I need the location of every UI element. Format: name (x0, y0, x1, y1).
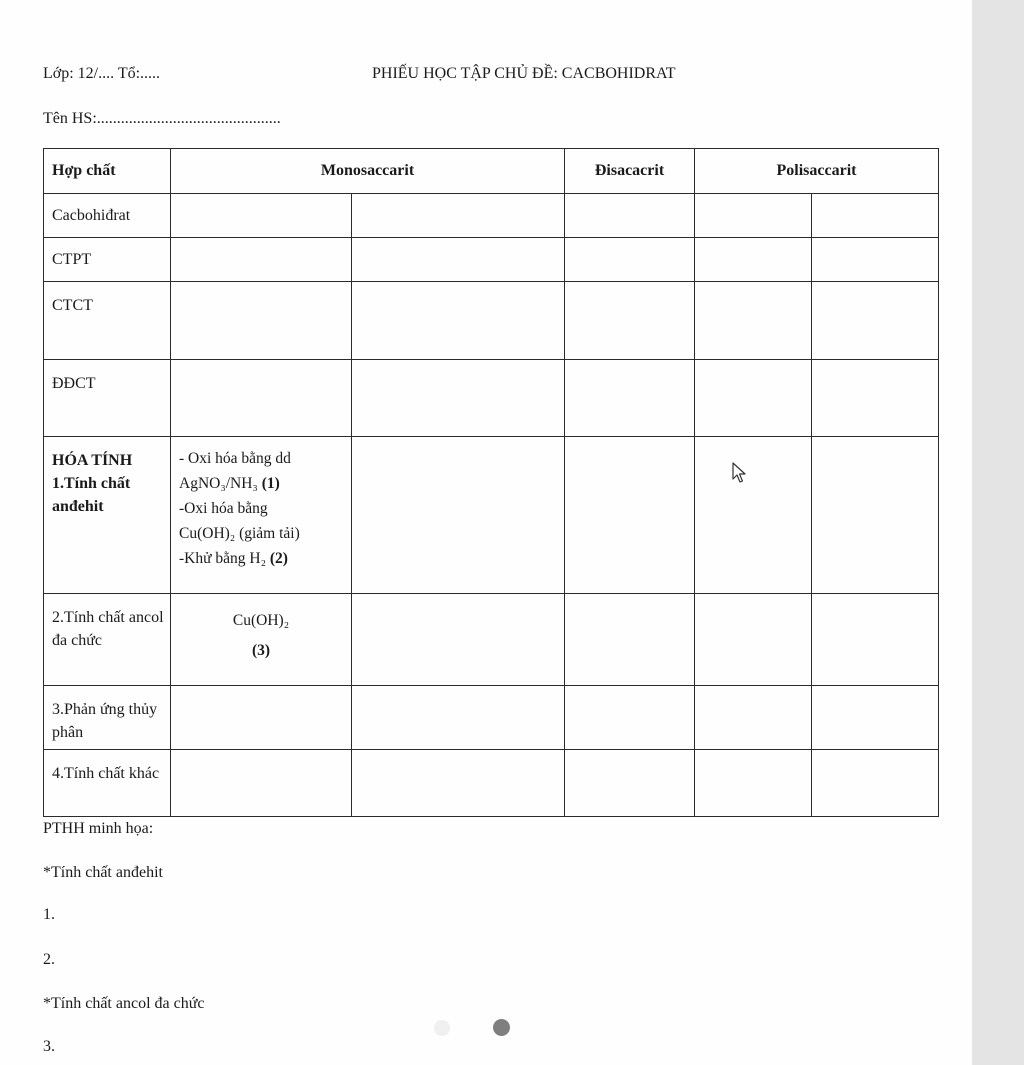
row-label-ddct: ĐĐCT (44, 360, 171, 437)
table-cell[interactable] (812, 360, 939, 437)
table-cell[interactable] (171, 194, 352, 238)
header-row (44, 149, 939, 194)
viewer-background (972, 0, 1024, 1065)
reaction-marker: (2) (269, 550, 288, 567)
table-cell[interactable] (695, 360, 812, 437)
table-cell[interactable] (812, 686, 939, 750)
row-label-other: 4.Tính chất khác (44, 750, 171, 817)
section-ancol: *Tính chất ancol đa chức (43, 995, 205, 1012)
item-1: 1. (43, 906, 55, 923)
table-cell[interactable] (812, 437, 939, 594)
table-cell[interactable] (565, 686, 695, 750)
table-row (44, 750, 939, 817)
table-cell[interactable] (352, 686, 565, 750)
table-cell[interactable] (352, 594, 565, 686)
table-cell[interactable] (171, 282, 352, 360)
table-cell[interactable] (695, 750, 812, 817)
table-cell[interactable] (812, 238, 939, 282)
worksheet-title: PHIẾU HỌC TẬP CHỦ ĐỀ: CACBOHIDRAT (372, 65, 676, 82)
table-cell[interactable] (695, 282, 812, 360)
aldehyde-property-label: 1.Tính chất anđehit (52, 475, 131, 515)
table-cell[interactable] (695, 437, 812, 594)
table-cell[interactable] (565, 360, 695, 437)
table-cell[interactable] (565, 750, 695, 817)
carbohydrate-table (43, 148, 939, 817)
table-cell[interactable] (565, 238, 695, 282)
row-label-hydrolysis: 3.Phản ứng thủy phân (44, 686, 171, 750)
table-row (44, 437, 939, 594)
class-line: Lớp: 12/.... Tổ:..... (43, 65, 161, 82)
reaction-line: -Oxi hóa bằng (179, 500, 268, 517)
item-2: 2. (43, 951, 55, 968)
table-row (44, 360, 939, 437)
reaction-marker: (1) (261, 475, 280, 492)
row-label-cacbohidrat: Cacbohiđrat (44, 194, 171, 238)
reaction-line: -Khử bằng H₂ (179, 550, 266, 567)
table-cell[interactable] (352, 750, 565, 817)
reaction-line: Cu(OH)₂ (giảm tải) (179, 525, 300, 542)
table-cell[interactable] (171, 750, 352, 817)
table-cell[interactable] (812, 282, 939, 360)
table-cell[interactable] (695, 686, 812, 750)
table-cell[interactable] (171, 360, 352, 437)
header-disaccarit: Đisacacrit (565, 149, 695, 194)
hoa-tinh-title: HÓA TÍNH (52, 452, 133, 469)
table-cell[interactable] (352, 238, 565, 282)
table-cell[interactable] (352, 194, 565, 238)
table-row (44, 594, 939, 686)
table-row (44, 282, 939, 360)
table-cell[interactable] (812, 594, 939, 686)
table-cell[interactable] (352, 360, 565, 437)
header-monosaccarit: Monosaccarit (171, 149, 565, 194)
row-label-ctpt: CTPT (44, 238, 171, 282)
table-cell[interactable] (171, 238, 352, 282)
ancol-reaction-cell (171, 594, 352, 686)
reaction-line: - Oxi hóa bằng dd (179, 450, 291, 467)
table-cell[interactable] (352, 282, 565, 360)
ancol-marker: (3) (251, 642, 271, 659)
table-row (44, 194, 939, 238)
table-cell[interactable] (565, 282, 695, 360)
aldehyde-reactions-cell (171, 437, 352, 594)
pthh-label: PTHH minh họa: (43, 820, 154, 837)
table-cell[interactable] (565, 594, 695, 686)
ancol-reagent: Cu(OH)₂ (232, 612, 290, 629)
header-compound: Hợp chất (44, 149, 171, 194)
table-cell[interactable] (565, 437, 695, 594)
row-label-ancol: 2.Tính chất ancol đa chức (44, 594, 171, 686)
table-cell[interactable] (695, 594, 812, 686)
table-cell[interactable] (171, 686, 352, 750)
row-label-hoa-tinh (44, 437, 171, 594)
item-3: 3. (43, 1038, 55, 1055)
header-polisaccarit: Polisaccarit (695, 149, 939, 194)
section-aldehyde: *Tính chất anđehit (43, 864, 163, 881)
student-name-line: Tên HS:.............................................. (43, 110, 281, 127)
row-label-ctct: CTCT (44, 282, 171, 360)
page-indicator-dot-active[interactable] (493, 1019, 510, 1036)
table-cell[interactable] (812, 194, 939, 238)
table-row (44, 238, 939, 282)
table-cell[interactable] (695, 194, 812, 238)
mouse-cursor-icon (732, 462, 748, 484)
table-cell[interactable] (695, 238, 812, 282)
table-cell[interactable] (565, 194, 695, 238)
table-cell[interactable] (352, 437, 565, 594)
reaction-line: AgNO₃/NH₃ (179, 475, 258, 492)
page-indicator-dot[interactable] (434, 1020, 450, 1036)
table-cell[interactable] (812, 750, 939, 817)
table-row (44, 686, 939, 750)
